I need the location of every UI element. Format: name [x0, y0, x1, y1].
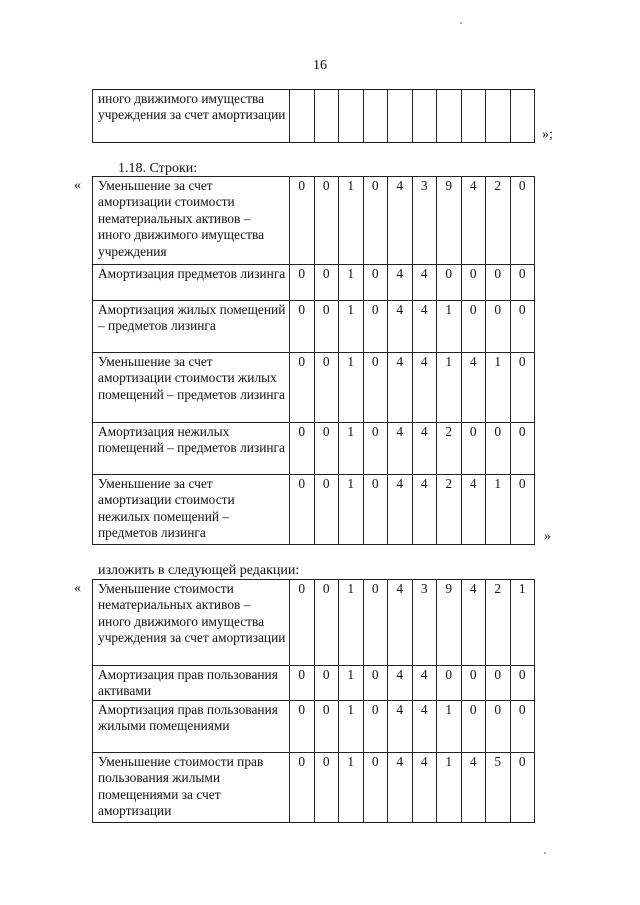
code-digit-cell: 4 — [461, 475, 486, 545]
code-digit-cell: 1 — [339, 580, 364, 666]
code-digit-cell: 2 — [437, 423, 462, 475]
code-digit-cell: 4 — [388, 475, 413, 545]
row-label: Уменьшение за счет амортизации стоимости нежилых помещений – предметов лизинга — [93, 475, 290, 545]
code-digit-cell: 0 — [290, 265, 315, 301]
code-digit-cell — [290, 90, 315, 143]
row-label: Уменьшение стоимости нематериальных активов – иного движимого имущества учреждения за счет амортизации — [93, 580, 290, 666]
code-digit-cell: 4 — [388, 301, 413, 353]
code-digit-cell: 0 — [290, 353, 315, 423]
code-digit-cell: 1 — [437, 301, 462, 353]
table-row — [93, 90, 535, 143]
code-digit-cell: 1 — [437, 752, 462, 822]
table-row — [93, 475, 535, 545]
code-digit-cell: 0 — [290, 580, 315, 666]
scan-speck — [544, 852, 546, 854]
table-row — [93, 580, 535, 666]
code-digit-cell: 0 — [363, 177, 388, 265]
code-digit-cell: 4 — [412, 353, 437, 423]
tail-close-quote: »; — [542, 127, 553, 142]
code-digit-cell: 0 — [510, 353, 535, 423]
code-digit-cell: 1 — [339, 666, 364, 701]
code-digit-cell: 4 — [412, 423, 437, 475]
code-digit-cell: 0 — [486, 666, 511, 701]
scan-speck — [460, 22, 462, 24]
code-digit-cell: 0 — [290, 177, 315, 265]
code-digit-cell: 4 — [388, 265, 413, 301]
code-digit-cell: 0 — [363, 475, 388, 545]
code-digit-cell: 0 — [486, 301, 511, 353]
code-digit-cell — [486, 90, 511, 143]
code-digit-cell: 1 — [486, 475, 511, 545]
code-digit-cell: 1 — [339, 423, 364, 475]
code-digit-cell: 4 — [412, 475, 437, 545]
code-digit-cell: 0 — [363, 423, 388, 475]
row-label: Амортизация нежилых помещений – предметов лизинга — [93, 423, 290, 475]
strings-close-quote: » — [544, 529, 551, 544]
code-digit-cell: 0 — [461, 700, 486, 752]
code-digit-cell: 3 — [412, 177, 437, 265]
code-digit-cell: 0 — [461, 265, 486, 301]
code-digit-cell: 0 — [363, 666, 388, 701]
table-row — [93, 700, 535, 752]
code-digit-cell: 0 — [510, 423, 535, 475]
code-digit-cell: 0 — [314, 177, 339, 265]
code-digit-cell: 1 — [510, 580, 535, 666]
code-digit-cell: 1 — [339, 752, 364, 822]
code-digit-cell: 0 — [290, 752, 315, 822]
code-digit-cell: 0 — [486, 423, 511, 475]
code-digit-cell: 4 — [461, 353, 486, 423]
code-digit-cell: 0 — [314, 580, 339, 666]
code-digit-cell: 0 — [363, 580, 388, 666]
code-digit-cell: 0 — [363, 752, 388, 822]
code-digit-cell: 0 — [510, 666, 535, 701]
code-digit-cell: 4 — [388, 752, 413, 822]
code-digit-cell — [437, 90, 462, 143]
new-table-open-quote: « — [74, 581, 81, 596]
row-label: Амортизация жилых помещений – предметов лизинга — [93, 301, 290, 353]
table-row — [93, 353, 535, 423]
code-digit-cell: 1 — [339, 700, 364, 752]
code-digit-cell: 0 — [510, 700, 535, 752]
code-digit-cell: 4 — [388, 580, 413, 666]
table-row — [93, 177, 535, 265]
code-digit-cell — [412, 90, 437, 143]
code-digit-cell: 4 — [412, 700, 437, 752]
tail-table — [92, 89, 535, 143]
code-digit-cell: 0 — [461, 301, 486, 353]
code-digit-cell: 1 — [339, 475, 364, 545]
code-digit-cell: 0 — [510, 265, 535, 301]
new-strings-table — [92, 579, 535, 823]
code-digit-cell — [388, 90, 413, 143]
revision-heading: изложить в следующей редакции: — [98, 563, 300, 578]
code-digit-cell — [314, 90, 339, 143]
code-digit-cell: 4 — [412, 752, 437, 822]
code-digit-cell: 0 — [363, 301, 388, 353]
code-digit-cell: 1 — [339, 265, 364, 301]
code-digit-cell: 1 — [437, 700, 462, 752]
table-row — [93, 666, 535, 701]
code-digit-cell — [363, 90, 388, 143]
code-digit-cell: 9 — [437, 580, 462, 666]
code-digit-cell: 4 — [461, 580, 486, 666]
code-digit-cell: 0 — [486, 265, 511, 301]
code-digit-cell: 3 — [412, 580, 437, 666]
code-digit-cell: 0 — [290, 700, 315, 752]
code-digit-cell: 1 — [486, 353, 511, 423]
code-digit-cell: 0 — [314, 475, 339, 545]
code-digit-cell: 4 — [388, 177, 413, 265]
code-digit-cell: 0 — [314, 666, 339, 701]
code-digit-cell: 4 — [461, 752, 486, 822]
code-digit-cell: 0 — [461, 666, 486, 701]
code-digit-cell: 0 — [290, 301, 315, 353]
row-label: Уменьшение за счет амортизации стоимости нематериальных активов – иного движимого имущества учреждения — [93, 177, 290, 265]
code-digit-cell: 4 — [388, 353, 413, 423]
code-digit-cell: 4 — [412, 265, 437, 301]
code-digit-cell: 0 — [437, 265, 462, 301]
code-digit-cell: 0 — [314, 423, 339, 475]
code-digit-cell: 0 — [290, 475, 315, 545]
code-digit-cell: 0 — [510, 301, 535, 353]
code-digit-cell: 1 — [339, 353, 364, 423]
code-digit-cell: 4 — [412, 666, 437, 701]
code-digit-cell: 0 — [290, 666, 315, 701]
code-digit-cell: 0 — [510, 752, 535, 822]
code-digit-cell — [510, 90, 535, 143]
code-digit-cell: 2 — [486, 580, 511, 666]
code-digit-cell: 0 — [314, 301, 339, 353]
code-digit-cell: 0 — [461, 423, 486, 475]
code-digit-cell: 0 — [363, 700, 388, 752]
code-digit-cell: 4 — [461, 177, 486, 265]
row-label: Уменьшение стоимости прав пользования жилыми помещениями за счет амортизации — [93, 752, 290, 822]
code-digit-cell: 2 — [437, 475, 462, 545]
table-row — [93, 423, 535, 475]
section-heading-1-18: 1.18. Строки: — [118, 161, 198, 176]
code-digit-cell: 1 — [339, 177, 364, 265]
code-digit-cell: 0 — [510, 177, 535, 265]
row-label: Амортизация предметов лизинга — [93, 265, 290, 301]
row-label: Амортизация прав пользования активами — [93, 666, 290, 701]
code-digit-cell: 2 — [486, 177, 511, 265]
row-label: Амортизация прав пользования жилыми помещениями — [93, 700, 290, 752]
code-digit-cell: 0 — [486, 700, 511, 752]
row-label: иного движимого имущества учреждения за счет амортизации — [93, 90, 290, 143]
code-digit-cell: 0 — [290, 423, 315, 475]
code-digit-cell: 0 — [437, 666, 462, 701]
strings-table — [92, 176, 535, 545]
code-digit-cell — [461, 90, 486, 143]
table-row — [93, 265, 535, 301]
code-digit-cell: 4 — [388, 666, 413, 701]
code-digit-cell: 0 — [314, 265, 339, 301]
code-digit-cell: 4 — [388, 423, 413, 475]
code-digit-cell: 4 — [388, 700, 413, 752]
code-digit-cell: 9 — [437, 177, 462, 265]
code-digit-cell: 1 — [437, 353, 462, 423]
table-row — [93, 752, 535, 822]
code-digit-cell: 0 — [314, 700, 339, 752]
row-label: Уменьшение за счет амортизации стоимости жилых помещений – предметов лизинга — [93, 353, 290, 423]
code-digit-cell: 5 — [486, 752, 511, 822]
code-digit-cell: 0 — [314, 353, 339, 423]
strings-open-quote: « — [74, 178, 81, 193]
page-number: 16 — [313, 58, 327, 73]
code-digit-cell: 0 — [363, 353, 388, 423]
code-digit-cell: 0 — [363, 265, 388, 301]
table-row — [93, 301, 535, 353]
code-digit-cell: 0 — [510, 475, 535, 545]
code-digit-cell — [339, 90, 364, 143]
code-digit-cell: 0 — [314, 752, 339, 822]
code-digit-cell: 4 — [412, 301, 437, 353]
code-digit-cell: 1 — [339, 301, 364, 353]
